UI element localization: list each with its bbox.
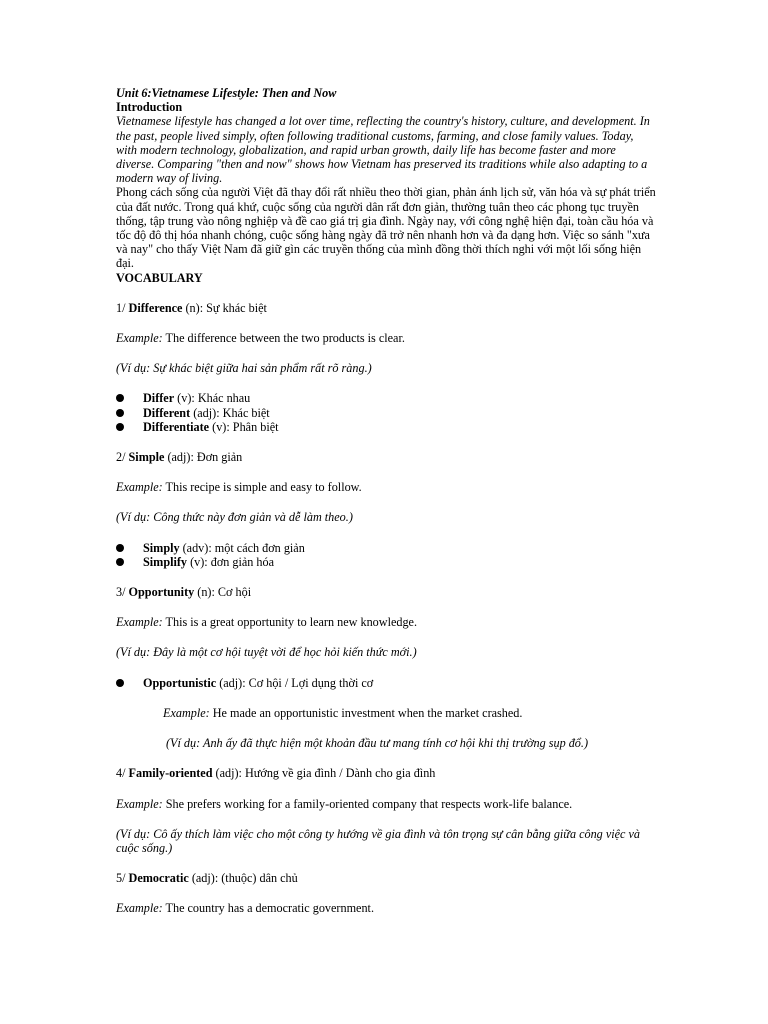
example-text: This recipe is simple and easy to follow. bbox=[162, 480, 362, 495]
entry-word: Simple bbox=[128, 450, 165, 465]
entry-meaning: (adj): (thuộc) dân chủ bbox=[188, 871, 298, 886]
derived-meaning: (v): đơn giản hóa bbox=[187, 554, 275, 569]
list-item bbox=[116, 420, 656, 434]
derived-example bbox=[116, 706, 656, 720]
intro-paragraph-en: Vietnamese lifestyle has changed a lot over time, reflecting the country's history, culture, and development. In the past, people lived simply, often following traditional customs, farming, and close family values. Today, with modern technology, globalization, and rapid urban growth, daily life has become faster and more diverse. Comparing "then and now" shows how Vietnam has preserved its traditions while also adapting to a modern way of living. bbox=[116, 114, 650, 186]
derived-word: Simplify bbox=[143, 554, 188, 569]
entry-headword bbox=[116, 450, 656, 464]
document-page bbox=[116, 86, 656, 916]
document-title: Unit 6:Vietnamese Lifestyle: Then and Now bbox=[116, 86, 337, 100]
derived-word: Differ bbox=[143, 391, 175, 406]
entry-number: 3/ bbox=[116, 585, 126, 600]
entry-headword bbox=[116, 585, 656, 599]
example-text: He made an opportunistic investment when the market crashed. bbox=[209, 705, 523, 720]
entry-number: 5/ bbox=[116, 871, 126, 886]
example-text: This is a great opportunity to learn new knowledge. bbox=[162, 615, 418, 630]
entry-translation: (Ví dụ: Đây là một cơ hội tuyệt vời để học hỏi kiến thức mới.) bbox=[116, 645, 417, 660]
bullet-icon bbox=[116, 679, 124, 687]
entry-example bbox=[116, 331, 656, 345]
vocab-entry-simple bbox=[116, 450, 656, 569]
entry-example bbox=[116, 615, 656, 629]
derived-words-list bbox=[116, 541, 656, 569]
derived-meaning: (v): Khác nhau bbox=[174, 391, 251, 406]
bullet-icon bbox=[116, 558, 124, 566]
entry-word: Opportunity bbox=[128, 585, 195, 600]
example-text: She prefers working for a family-oriented company that respects work-life balance. bbox=[162, 796, 573, 811]
vocabulary-heading: VOCABULARY bbox=[116, 270, 203, 285]
derived-word: Simply bbox=[143, 540, 180, 555]
derived-words-list bbox=[116, 391, 656, 434]
derived-meaning: (v): Phân biệt bbox=[209, 419, 279, 434]
vocab-entry-family-oriented bbox=[116, 766, 656, 855]
derived-word: Different bbox=[143, 405, 191, 420]
example-label: Example: bbox=[116, 615, 163, 630]
entry-meaning: (n): Sự khác biệt bbox=[182, 300, 267, 315]
list-item bbox=[116, 391, 656, 405]
entry-translation: (Ví dụ: Sự khác biệt giữa hai sản phẩm rất rõ ràng.) bbox=[116, 361, 372, 376]
example-text: The country has a democratic government. bbox=[162, 901, 374, 916]
entry-headword bbox=[116, 766, 656, 780]
example-label: Example: bbox=[116, 796, 163, 811]
entry-meaning: (adj): Đơn giản bbox=[164, 450, 243, 465]
entry-example bbox=[116, 901, 656, 915]
example-text: The difference between the two products is clear. bbox=[162, 331, 405, 346]
entry-example bbox=[116, 797, 656, 811]
derived-translation: (Ví dụ: Anh ấy đã thực hiện một khoản đầu tư mang tính cơ hội khi thị trường sụp đổ.) bbox=[166, 736, 589, 751]
derived-meaning: (adv): một cách đơn giản bbox=[179, 540, 305, 555]
derived-word: Opportunistic bbox=[143, 675, 217, 690]
intro-heading: Introduction bbox=[116, 100, 183, 115]
entry-word: Family-oriented bbox=[128, 766, 213, 781]
entry-word: Difference bbox=[128, 300, 183, 315]
entry-number: 2/ bbox=[116, 450, 126, 465]
vocab-entry-democratic bbox=[116, 871, 656, 915]
list-item bbox=[116, 406, 656, 420]
example-label: Example: bbox=[116, 901, 163, 916]
derived-words-list bbox=[116, 676, 656, 690]
entry-translation: (Ví dụ: Cô ấy thích làm việc cho một công ty hướng về gia đình và tôn trọng sự cân bằng giữa công việc và cuộc sống.) bbox=[116, 826, 640, 855]
example-label: Example: bbox=[116, 331, 163, 346]
entry-headword bbox=[116, 871, 656, 885]
derived-meaning: (adj): Khác biệt bbox=[190, 405, 270, 420]
entry-example bbox=[116, 480, 656, 494]
bullet-icon bbox=[116, 423, 124, 431]
bullet-icon bbox=[116, 409, 124, 417]
entry-meaning: (adj): Hướng về gia đình / Dành cho gia đình bbox=[212, 766, 436, 781]
list-item bbox=[116, 676, 656, 690]
vocab-entry-opportunity bbox=[116, 585, 656, 750]
derived-meaning: (adj): Cơ hội / Lợi dụng thời cơ bbox=[216, 675, 374, 690]
entry-word: Democratic bbox=[128, 871, 189, 886]
list-item bbox=[116, 541, 656, 555]
entry-meaning: (n): Cơ hội bbox=[194, 585, 252, 600]
example-label: Example: bbox=[116, 480, 163, 495]
list-item bbox=[116, 555, 656, 569]
bullet-icon bbox=[116, 394, 124, 402]
intro-paragraph-vi: Phong cách sống của người Việt đã thay đổi rất nhiều theo thời gian, phản ánh lịch sử, văn hóa và sự phát triển của đất nước. Trong quá khứ, cuộc sống của người dân rất đơn giản, thường tuân theo các phong tục truyền thống, tập trung vào nông nghiệp và đề cao giá trị gia đình. Ngày nay, với công nghệ hiện đại, toàn cầu hóa và tốc độ đô thị hóa nhanh chóng, cuộc sống hàng ngày đã trở nên nhanh hơn và đa dạng hơn. Việc so sánh "xưa và nay" cho thấy Việt Nam đã giữ gìn các truyền thống của mình đồng thời thích nghi với một lối sống hiện đại. bbox=[116, 185, 656, 271]
entry-translation: (Ví dụ: Công thức này đơn giản và dễ làm theo.) bbox=[116, 510, 353, 525]
entry-headword bbox=[116, 301, 656, 315]
vocab-entry-difference bbox=[116, 301, 656, 434]
bullet-icon bbox=[116, 544, 124, 552]
derived-word: Differentiate bbox=[143, 419, 210, 434]
entry-number: 1/ bbox=[116, 300, 126, 315]
example-label: Example: bbox=[163, 705, 210, 720]
entry-number: 4/ bbox=[116, 766, 126, 781]
